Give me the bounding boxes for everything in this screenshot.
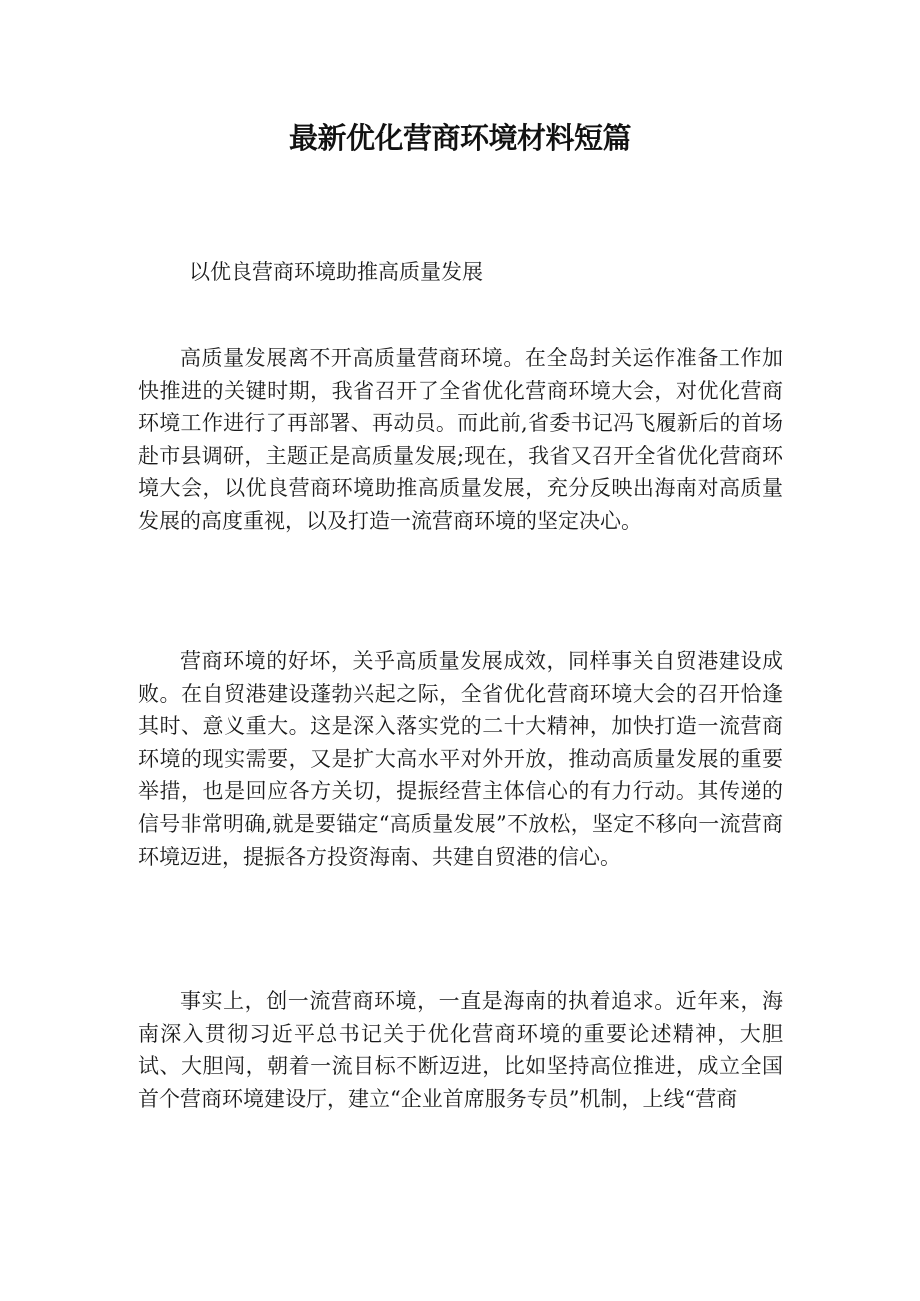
document-subtitle: 以优良营商环境助推高质量发展	[189, 260, 483, 284]
paragraph-2: 营商环境的好坏，关乎高质量发展成效，同样事关自贸港建设成败。在自贸港建设蓬勃兴起之际，全省优化营商环境大会的召开恰逢其时、意义重大。这是深入落实党的二十大精神，加快打造一流营商环境的现实需要，又是扩大高水平对外开放，推动高质量发展的重要举措，也是回应各方关切，提振经营主体信心的有力行动。其传递的信号非常明确,就是要锚定“高质量发展”不放松，坚定不移向一流营商环境迈进，提振各方投资海南、共建自贸港的信心。	[138, 649, 783, 869]
paragraph-1: 高质量发展离不开高质量营商环境。在全岛封关运作准备工作加快推进的关键时期，我省召开了全省优化营商环境大会，对优化营商环境工作进行了再部署、再动员。而此前,省委书记冯飞履新后的首场赴市县调研，主题正是高质量发展;现在，我省又召开全省优化营商环境大会，以优良营商环境助推高质量发展，充分反映出海南对高质量发展的高度重视，以及打造一流营商环境的坚定决心。	[138, 346, 783, 533]
paragraph-3: 事实上，创一流营商环境，一直是海南的执着追求。近年来，海南深入贯彻习近平总书记关于优化营商环境的重要论述精神，大胆试、大胆闯，朝着一流目标不断迈进，比如坚持高位推进，成立全国首个营商环境建设厅，建立“企业首席服务专员”机制，上线“营商	[138, 989, 783, 1111]
document-title: 最新优化营商环境材料短篇	[288, 121, 631, 155]
